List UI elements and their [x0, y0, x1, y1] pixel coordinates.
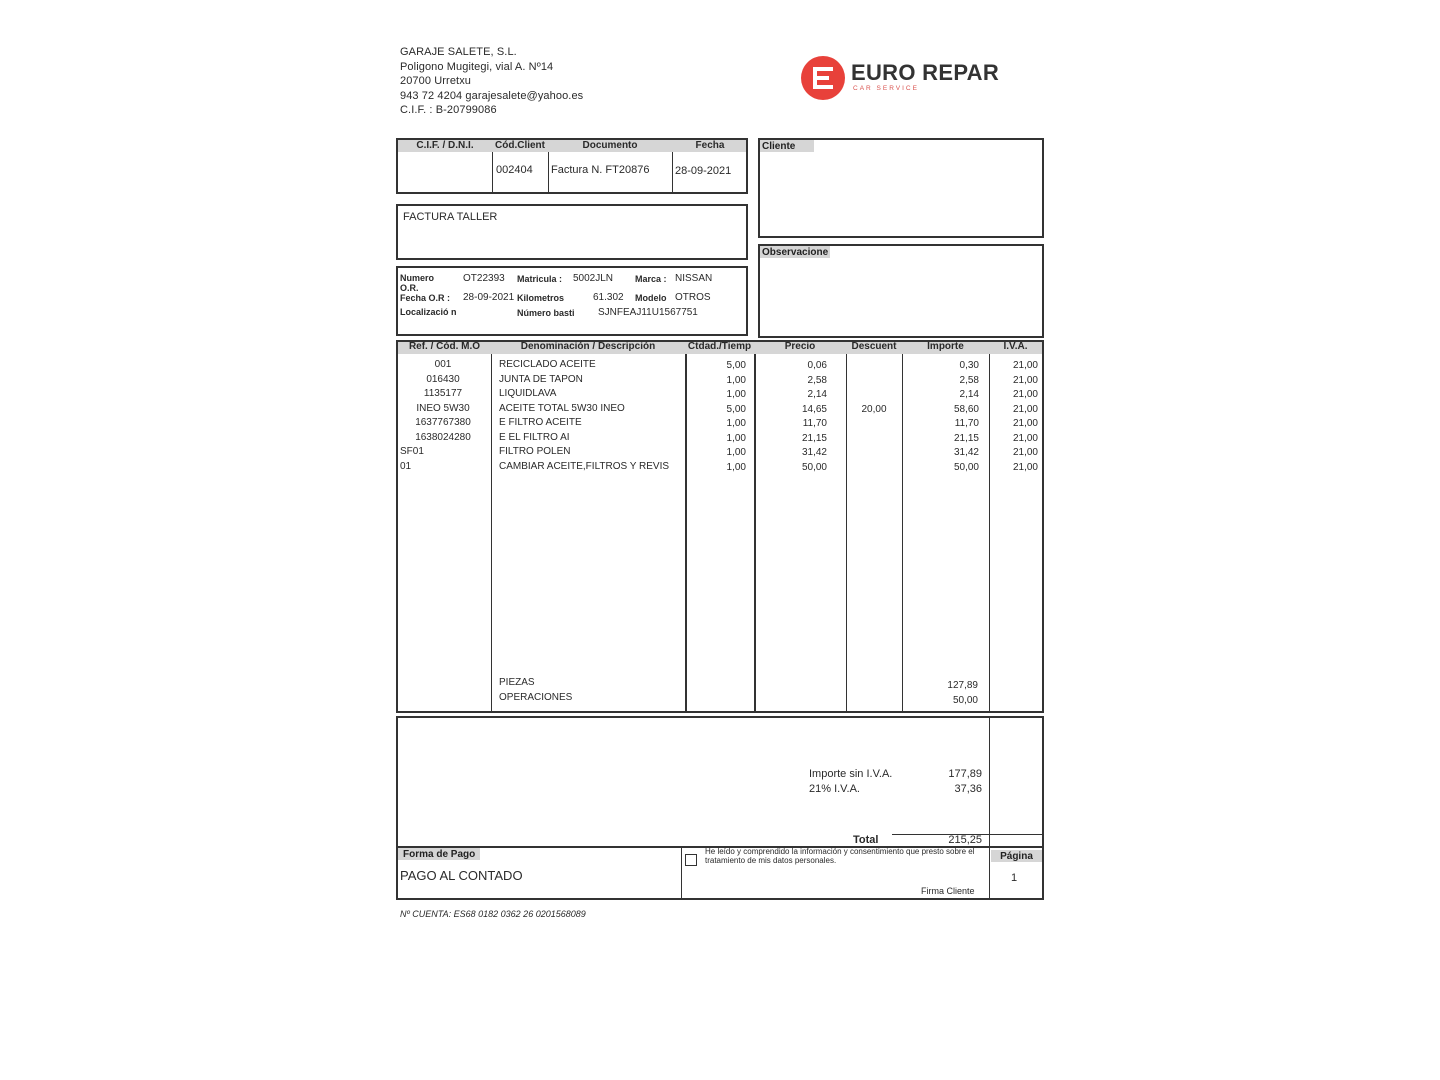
consent-checkbox[interactable] — [685, 854, 697, 866]
firma-label: Firma Cliente — [921, 886, 975, 896]
descuento-column — [846, 359, 902, 475]
marca-value: NISSAN — [675, 273, 713, 284]
kilometros-value: 61.302 — [593, 292, 624, 303]
table-cell-iva: 21,00 — [1012, 374, 1038, 386]
column-divider — [491, 354, 492, 711]
table-cell-precio: 11,70 — [802, 418, 827, 429]
table-cell-precio: 31,42 — [801, 447, 827, 458]
importe-column — [905, 359, 979, 475]
euro-repar-logo — [800, 55, 1020, 105]
cliente-label: Cliente — [760, 140, 814, 152]
forma-pago-value: PAGO AL CONTADO — [400, 868, 523, 883]
table-cell-desc: FILTRO POLEN — [499, 446, 571, 457]
table-cell-importe: 21,15 — [953, 432, 979, 444]
col-header-ref: Ref. / Cód. M.O — [408, 341, 481, 352]
table-cell-importe: 2,58 — [959, 374, 979, 386]
company-contact: 943 72 4204 garajesalete@yahoo.es — [400, 89, 584, 102]
company-address: Poligono Mugitegi, vial A. Nº14 — [400, 60, 554, 73]
divider — [672, 152, 673, 192]
cod-client-label: Cód.Client — [495, 140, 545, 151]
table-cell-iva: 21,00 — [1012, 447, 1038, 458]
qty-column — [690, 359, 746, 475]
company-cif: C.I.F. : B-20799086 — [400, 104, 497, 116]
table-cell-ref: 001 — [434, 359, 452, 370]
kilometros-label: Kilometros — [517, 293, 565, 303]
observaciones-label: Observacione — [762, 247, 829, 258]
localizacion-label: Localizació n — [400, 307, 457, 317]
table-cell-desc: ACEITE TOTAL 5W30 INEO — [499, 402, 625, 414]
table-cell-descuento — [846, 432, 902, 447]
column-divider — [989, 354, 990, 711]
table-cell-iva: 21,00 — [1012, 360, 1038, 371]
table-cell-descuento — [846, 446, 902, 461]
table-cell-ref: 016430 — [426, 373, 460, 385]
table-cell-importe: 58,60 — [953, 403, 979, 415]
table-cell-descuento: 20,00 — [861, 403, 887, 415]
footer-divider — [989, 848, 990, 898]
cliente-box — [758, 138, 1044, 238]
col-header-precio: Precio — [784, 341, 816, 352]
bastidor-value: SJNFEAJ11U1567751 — [598, 307, 698, 318]
numero-or-label: Numero O.R. — [400, 273, 435, 293]
euro-repar-logo-icon — [800, 55, 846, 101]
matricula-label: Matricula : — [517, 274, 563, 284]
iva-value: 37,36 — [954, 783, 982, 795]
table-cell-iva: 21,00 — [1012, 403, 1038, 415]
forma-pago-label: Forma de Pago — [398, 848, 480, 860]
documento-label: Documento — [582, 140, 638, 151]
company-name: GARAJE SALETE, S.L. — [400, 46, 517, 58]
piezas-total: 127,89 — [947, 680, 978, 691]
modelo-label: Modelo — [635, 293, 667, 303]
cod-client-value: 002404 — [496, 164, 533, 176]
factura-title: FACTURA TALLER — [403, 211, 498, 223]
table-cell-precio: 2,14 — [807, 389, 827, 400]
table-cell-importe: 50,00 — [953, 461, 979, 473]
table-cell-importe: 31,42 — [953, 447, 979, 458]
table-cell-ref: 1638024280 — [415, 431, 471, 443]
table-cell-descuento — [846, 461, 902, 476]
documento-value: Factura N. FT20876 — [551, 164, 650, 176]
col-header-importe: Importe — [927, 341, 964, 352]
table-cell-iva: 21,00 — [1012, 389, 1038, 400]
divider — [548, 152, 549, 192]
table-cell-desc: E FILTRO ACEITE — [499, 417, 582, 428]
table-cell-precio: 2,58 — [807, 374, 827, 386]
col-header-descuento: Descuent — [851, 341, 897, 352]
table-cell-desc: JUNTA DE TAPON — [499, 373, 583, 385]
table-cell-desc: CAMBIAR ACEITE,FILTROS Y REVIS — [499, 460, 670, 472]
desc-column — [499, 358, 683, 474]
cif-label: C.I.F. / D.N.I. — [416, 140, 474, 151]
table-cell-importe: 11,70 — [954, 418, 979, 429]
table-cell-precio: 14,65 — [801, 403, 827, 415]
table-cell-iva: 21,00 — [1012, 461, 1038, 473]
marca-label: Marca : — [635, 274, 667, 284]
fecha-label: Fecha — [695, 140, 725, 151]
operaciones-label: OPERACIONES — [499, 692, 573, 703]
table-cell-descuento — [846, 388, 902, 403]
table-cell-ref: 01 — [400, 460, 412, 472]
table-cell-desc: LIQUIDLAVA — [499, 388, 557, 399]
modelo-value: OTROS — [675, 292, 711, 303]
table-cell-qty: 5,00 — [726, 360, 746, 371]
totals-box — [396, 716, 1044, 848]
table-cell-qty: 1,00 — [726, 461, 746, 473]
table-cell-qty: 1,00 — [726, 389, 746, 400]
table-cell-importe: 0,30 — [959, 360, 979, 371]
footer-divider — [681, 848, 682, 898]
col-header-desc: Denominación / Descripción — [520, 341, 656, 352]
table-cell-precio: 21,15 — [801, 432, 827, 444]
totals-divider — [989, 718, 990, 846]
column-divider — [754, 354, 756, 711]
precio-column — [760, 359, 827, 475]
piezas-label: PIEZAS — [499, 677, 535, 688]
iva-label: 21% I.V.A. — [809, 783, 860, 795]
table-cell-ref: 1637767380 — [415, 417, 471, 428]
logo-subtitle: CAR SERVICE — [853, 85, 919, 92]
observaciones-box — [758, 244, 1044, 338]
table-cell-qty: 1,00 — [726, 432, 746, 444]
total-value: 215,25 — [948, 834, 982, 846]
operaciones-total: 50,00 — [952, 695, 978, 706]
fecha-or-value: 28-09-2021 — [463, 292, 515, 303]
table-cell-descuento — [846, 359, 902, 374]
company-info — [400, 45, 583, 118]
pagina-label: Página — [991, 850, 1042, 862]
table-cell-precio: 0,06 — [807, 360, 827, 371]
logo-name: EURO REPAR — [851, 60, 1000, 85]
table-cell-ref: INEO 5W30 — [416, 402, 470, 414]
table-cell-qty: 1,00 — [726, 374, 746, 386]
table-cell-ref: SF01 — [400, 446, 424, 457]
table-cell-descuento — [846, 417, 902, 432]
iva-column — [992, 359, 1038, 475]
table-cell-desc: E EL FILTRO AI — [499, 431, 570, 443]
col-header-qty: Ctdad./Tiemp — [687, 341, 752, 352]
table-cell-precio: 50,00 — [801, 461, 827, 473]
base-label: Importe sin I.V.A. — [809, 768, 893, 780]
consent-text: He leído y comprendido la información y consentimiento que presto sobre el tratamiento de mis datos personales. — [705, 848, 975, 865]
pagina-value: 1 — [1011, 872, 1018, 884]
table-cell-descuento — [846, 374, 902, 389]
bastidor-label: Número basti — [517, 308, 575, 318]
fecha-value: 28-09-2021 — [675, 165, 732, 177]
divider — [492, 152, 493, 192]
col-header-iva: I.V.A. — [1003, 341, 1028, 352]
fecha-or-label: Fecha O.R : — [400, 293, 451, 303]
matricula-value: 5002JLN — [573, 273, 614, 284]
table-cell-ref: 1135177 — [423, 388, 463, 399]
table-cell-qty: 1,00 — [726, 418, 746, 429]
table-cell-importe: 2,14 — [959, 389, 979, 400]
ref-column — [398, 358, 488, 474]
table-cell-qty: 5,00 — [726, 403, 746, 415]
table-cell-iva: 21,00 — [1012, 418, 1038, 429]
table-cell-iva: 21,00 — [1012, 432, 1038, 444]
company-city: 20700 Urretxu — [400, 75, 472, 87]
column-divider — [685, 354, 687, 711]
numero-or-value: OT22393 — [463, 273, 505, 284]
cuenta-bancaria: Nº CUENTA: ES68 0182 0362 26 0201568089 — [400, 909, 586, 919]
column-divider — [902, 354, 903, 711]
table-cell-qty: 1,00 — [726, 447, 746, 458]
total-label: Total — [853, 834, 879, 846]
base-value: 177,89 — [948, 768, 982, 780]
table-cell-desc: RECICLADO ACEITE — [499, 359, 596, 370]
